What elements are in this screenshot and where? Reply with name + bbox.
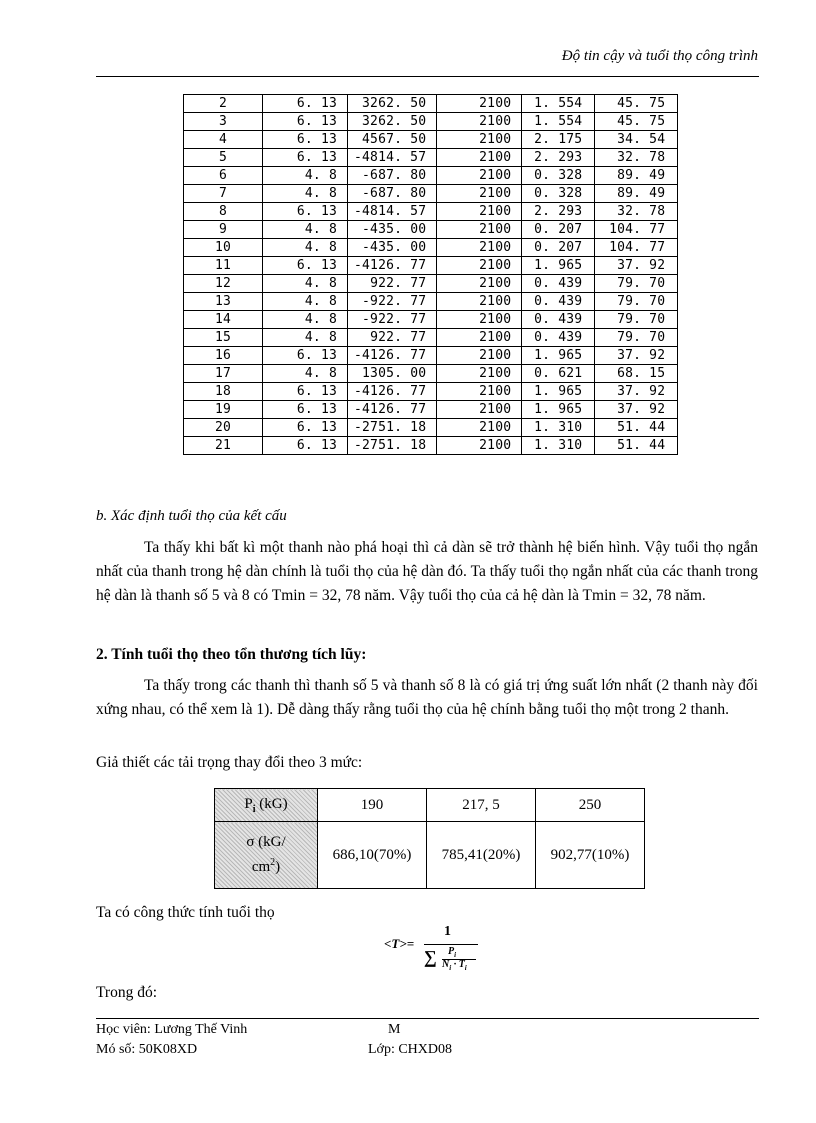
formula-numerator: 1 <box>444 924 451 939</box>
formula-sigma: ∑ <box>424 947 437 967</box>
table-cell: -4126. 77 <box>348 401 437 419</box>
table-cell: 19 <box>184 401 263 419</box>
table-cell: -2751. 18 <box>348 419 437 437</box>
table-cell: 17 <box>184 365 263 383</box>
table-cell: 6. 13 <box>263 113 348 131</box>
table-row <box>184 437 678 455</box>
table-cell: 1. 965 <box>522 347 595 365</box>
table-cell: -4126. 77 <box>348 383 437 401</box>
where-label: Trong đó: <box>96 984 158 1001</box>
table-cell: 0. 621 <box>522 365 595 383</box>
table-cell: 2100 <box>437 257 522 275</box>
table-cell: 4. 8 <box>263 221 348 239</box>
table-row <box>184 131 678 149</box>
table-row <box>184 95 678 113</box>
table-row <box>184 113 678 131</box>
formula-lhs: <T>= <box>384 936 415 951</box>
table-cell: -687. 80 <box>348 185 437 203</box>
load-label-sub: i <box>252 803 256 815</box>
formula-p: P <box>448 946 455 957</box>
table-cell: 5 <box>184 149 263 167</box>
table-cell: 79. 70 <box>595 311 678 329</box>
table-cell: 4. 8 <box>263 365 348 383</box>
table-cell: 7 <box>184 185 263 203</box>
formula-intro: Ta có công thức tính tuổi thọ <box>96 904 275 921</box>
section-2-heading: 2. Tính tuổi thọ theo tổn thương tích lũy: <box>96 646 367 663</box>
stress-label-line1: σ (kG/ <box>246 834 286 850</box>
table-cell: 0. 439 <box>522 311 595 329</box>
table-cell: 0. 328 <box>522 185 595 203</box>
table-cell: 2100 <box>437 311 522 329</box>
formula-p-i <box>448 946 456 959</box>
table-row <box>184 401 678 419</box>
table-row <box>184 365 678 383</box>
table-cell: 34. 54 <box>595 131 678 149</box>
table-cell: 4. 8 <box>263 293 348 311</box>
table-cell: 1. 554 <box>522 95 595 113</box>
table-cell: 4. 8 <box>263 329 348 347</box>
table-row <box>184 221 678 239</box>
formula-n-sub: i <box>449 964 452 972</box>
table-cell: 6 <box>184 167 263 185</box>
table-cell: 2100 <box>437 365 522 383</box>
load-row <box>215 789 645 822</box>
table-cell: 16 <box>184 347 263 365</box>
table-row <box>184 311 678 329</box>
load-value-1: 190 <box>318 789 427 822</box>
load-level-table <box>214 788 645 889</box>
table-cell: 4. 8 <box>263 311 348 329</box>
table-cell: 2100 <box>437 383 522 401</box>
table-cell: 2100 <box>437 167 522 185</box>
formula-t-sub: i <box>464 964 467 972</box>
table-row <box>184 185 678 203</box>
table-cell: 3262. 50 <box>348 95 437 113</box>
stress-value-1: 686,10(70%) <box>318 822 427 889</box>
table-row <box>184 275 678 293</box>
table-cell: 68. 15 <box>595 365 678 383</box>
table-cell: 89. 49 <box>595 185 678 203</box>
table-row <box>184 383 678 401</box>
table-cell: 0. 328 <box>522 167 595 185</box>
table-cell: 104. 77 <box>595 239 678 257</box>
load-label-p: P <box>244 795 253 812</box>
table-cell: -4126. 77 <box>348 347 437 365</box>
table-cell: -435. 00 <box>348 239 437 257</box>
table-cell: 3262. 50 <box>348 113 437 131</box>
table-cell: 2100 <box>437 347 522 365</box>
table-cell: 0. 207 <box>522 239 595 257</box>
table-cell: 0. 439 <box>522 293 595 311</box>
table-cell: 15 <box>184 329 263 347</box>
table-cell: 4567. 50 <box>348 131 437 149</box>
table-cell: 32. 78 <box>595 203 678 221</box>
stress-label-sup: 2 <box>270 857 276 868</box>
page-header-title: Độ tin cậy và tuổi thọ công trình <box>561 48 758 64</box>
table-row <box>184 419 678 437</box>
table-cell: 89. 49 <box>595 167 678 185</box>
stress-label-cm: cm <box>251 859 271 875</box>
table-cell: 4 <box>184 131 263 149</box>
table-cell: 4. 8 <box>263 239 348 257</box>
load-value-3: 250 <box>536 789 645 822</box>
table-cell: 2100 <box>437 401 522 419</box>
table-cell: 6. 13 <box>263 347 348 365</box>
table-cell: 51. 44 <box>595 419 678 437</box>
table-cell: 922. 77 <box>348 329 437 347</box>
table-row <box>184 203 678 221</box>
table-cell: 4. 8 <box>263 275 348 293</box>
table-cell: 1. 310 <box>522 419 595 437</box>
table-row <box>184 293 678 311</box>
table-cell: 51. 44 <box>595 437 678 455</box>
table-cell: 6. 13 <box>263 131 348 149</box>
load-label-cell <box>215 789 318 822</box>
table-cell: -435. 00 <box>348 221 437 239</box>
table-cell: 11 <box>184 257 263 275</box>
table-cell: 4. 8 <box>263 167 348 185</box>
stress-label-cell <box>215 822 318 889</box>
footer-divider <box>96 1018 759 1019</box>
table-cell: 2100 <box>437 329 522 347</box>
table-cell: 2100 <box>437 275 522 293</box>
table-cell: 37. 92 <box>595 383 678 401</box>
table-cell: 2100 <box>437 149 522 167</box>
table-cell: 2100 <box>437 437 522 455</box>
table-cell: 37. 92 <box>595 257 678 275</box>
table-cell: 9 <box>184 221 263 239</box>
table-cell: 1305. 00 <box>348 365 437 383</box>
load-value-2: 217, 5 <box>427 789 536 822</box>
table-cell: -4814. 57 <box>348 203 437 221</box>
table-cell: 45. 75 <box>595 95 678 113</box>
table-cell: 1. 965 <box>522 401 595 419</box>
table-cell: 18 <box>184 383 263 401</box>
table-cell: 37. 92 <box>595 401 678 419</box>
table-cell: 6. 13 <box>263 383 348 401</box>
table-cell: 2100 <box>437 293 522 311</box>
table-cell: 1. 965 <box>522 383 595 401</box>
table-cell: 2100 <box>437 113 522 131</box>
formula-t: T <box>458 959 465 970</box>
table-cell: 1. 554 <box>522 113 595 131</box>
table-cell: 21 <box>184 437 263 455</box>
formula-dot: · <box>451 959 459 970</box>
table-cell: 6. 13 <box>263 203 348 221</box>
truss-member-table <box>183 94 678 455</box>
table-row <box>184 257 678 275</box>
table-cell: 6. 13 <box>263 257 348 275</box>
table-cell: -4814. 57 <box>348 149 437 167</box>
table-cell: 1. 965 <box>522 257 595 275</box>
table-row <box>184 149 678 167</box>
footer-student-id: Mó số: 50K08XD <box>96 1042 198 1057</box>
table-cell: 79. 70 <box>595 293 678 311</box>
table-cell: 2100 <box>437 203 522 221</box>
paragraph-max-stress: Ta thấy trong các thanh thì thanh số 5 và thanh số 8 là có giá trị ứng suất lớn nhất (2 thanh này đối xứng nhau, có thể xem là 1). Dễ dàng thấy rằng tuổi thọ của hệ chính bằng tuổi thọ một trong 2 thanh. <box>96 677 758 718</box>
table-cell: 1. 310 <box>522 437 595 455</box>
footer-class: Lớp: CHXD08 <box>368 1042 453 1057</box>
table-cell: 0. 207 <box>522 221 595 239</box>
stress-value-3: 902,77(10%) <box>536 822 645 889</box>
formula-n: N <box>442 959 450 970</box>
table-cell: 6. 13 <box>263 437 348 455</box>
table-cell: 6. 13 <box>263 401 348 419</box>
header-divider <box>96 76 759 77</box>
table-row <box>184 239 678 257</box>
table-cell: 2. 293 <box>522 203 595 221</box>
table-row <box>184 167 678 185</box>
table-cell: 32. 78 <box>595 149 678 167</box>
table-cell: 2100 <box>437 131 522 149</box>
formula-fraction-bar <box>424 944 478 945</box>
table-cell: 922. 77 <box>348 275 437 293</box>
table-cell: 20 <box>184 419 263 437</box>
footer-student: Học viên: Lương Thế Vinh <box>96 1022 248 1037</box>
table-cell: -687. 80 <box>348 167 437 185</box>
table-cell: 2. 293 <box>522 149 595 167</box>
stress-row <box>215 822 645 889</box>
table-cell: 37. 92 <box>595 347 678 365</box>
table-cell: 2100 <box>437 221 522 239</box>
table-cell: 2100 <box>437 185 522 203</box>
load-label-unit: (kG) <box>255 795 288 812</box>
footer-m: M <box>388 1022 401 1037</box>
table-cell: 2. 175 <box>522 131 595 149</box>
table-cell: -2751. 18 <box>348 437 437 455</box>
table-cell: -4126. 77 <box>348 257 437 275</box>
table-cell: 6. 13 <box>263 149 348 167</box>
table-cell: 79. 70 <box>595 275 678 293</box>
table-cell: 13 <box>184 293 263 311</box>
formula-p-sub: i <box>454 951 457 959</box>
section-b-title: b. Xác định tuổi thọ của kết cấu <box>96 508 287 524</box>
table-cell: 6. 13 <box>263 419 348 437</box>
table-cell: -922. 77 <box>348 311 437 329</box>
table-cell: 8 <box>184 203 263 221</box>
table-row <box>184 347 678 365</box>
formula-n-t <box>442 959 467 972</box>
table-row <box>184 329 678 347</box>
table-cell: 79. 70 <box>595 329 678 347</box>
stress-label-end: ) <box>275 859 281 875</box>
paragraph-min-life: Ta thấy khi bất kì một thanh nào phá hoại thì cả dàn sẽ trở thành hệ biến hình. Vậy tuổi thọ ngắn nhất của thanh trong hệ dàn chính là tuổi thọ của hệ dàn đó. Ta thấy tuổi thọ ngắn nhất của các thanh trong hệ dàn là thanh số 5 và 8 có Tmin = 32, 78 năm. Vậy tuổi thọ của cả hệ dàn là Tmin = 32, 78 năm. <box>96 539 758 604</box>
table-cell: 0. 439 <box>522 329 595 347</box>
table-cell: 104. 77 <box>595 221 678 239</box>
table-cell: 2 <box>184 95 263 113</box>
paragraph-load-levels: Giả thiết các tải trọng thay đổi theo 3 mức: <box>96 754 363 771</box>
table-cell: 4. 8 <box>263 185 348 203</box>
table-cell: 2100 <box>437 419 522 437</box>
table-cell: 2100 <box>437 95 522 113</box>
table-cell: 0. 439 <box>522 275 595 293</box>
table-cell: 6. 13 <box>263 95 348 113</box>
stress-value-2: 785,41(20%) <box>427 822 536 889</box>
table-cell: 3 <box>184 113 263 131</box>
table-cell: 14 <box>184 311 263 329</box>
table-cell: 10 <box>184 239 263 257</box>
table-cell: -922. 77 <box>348 293 437 311</box>
table-cell: 12 <box>184 275 263 293</box>
table-cell: 45. 75 <box>595 113 678 131</box>
table-cell: 2100 <box>437 239 522 257</box>
